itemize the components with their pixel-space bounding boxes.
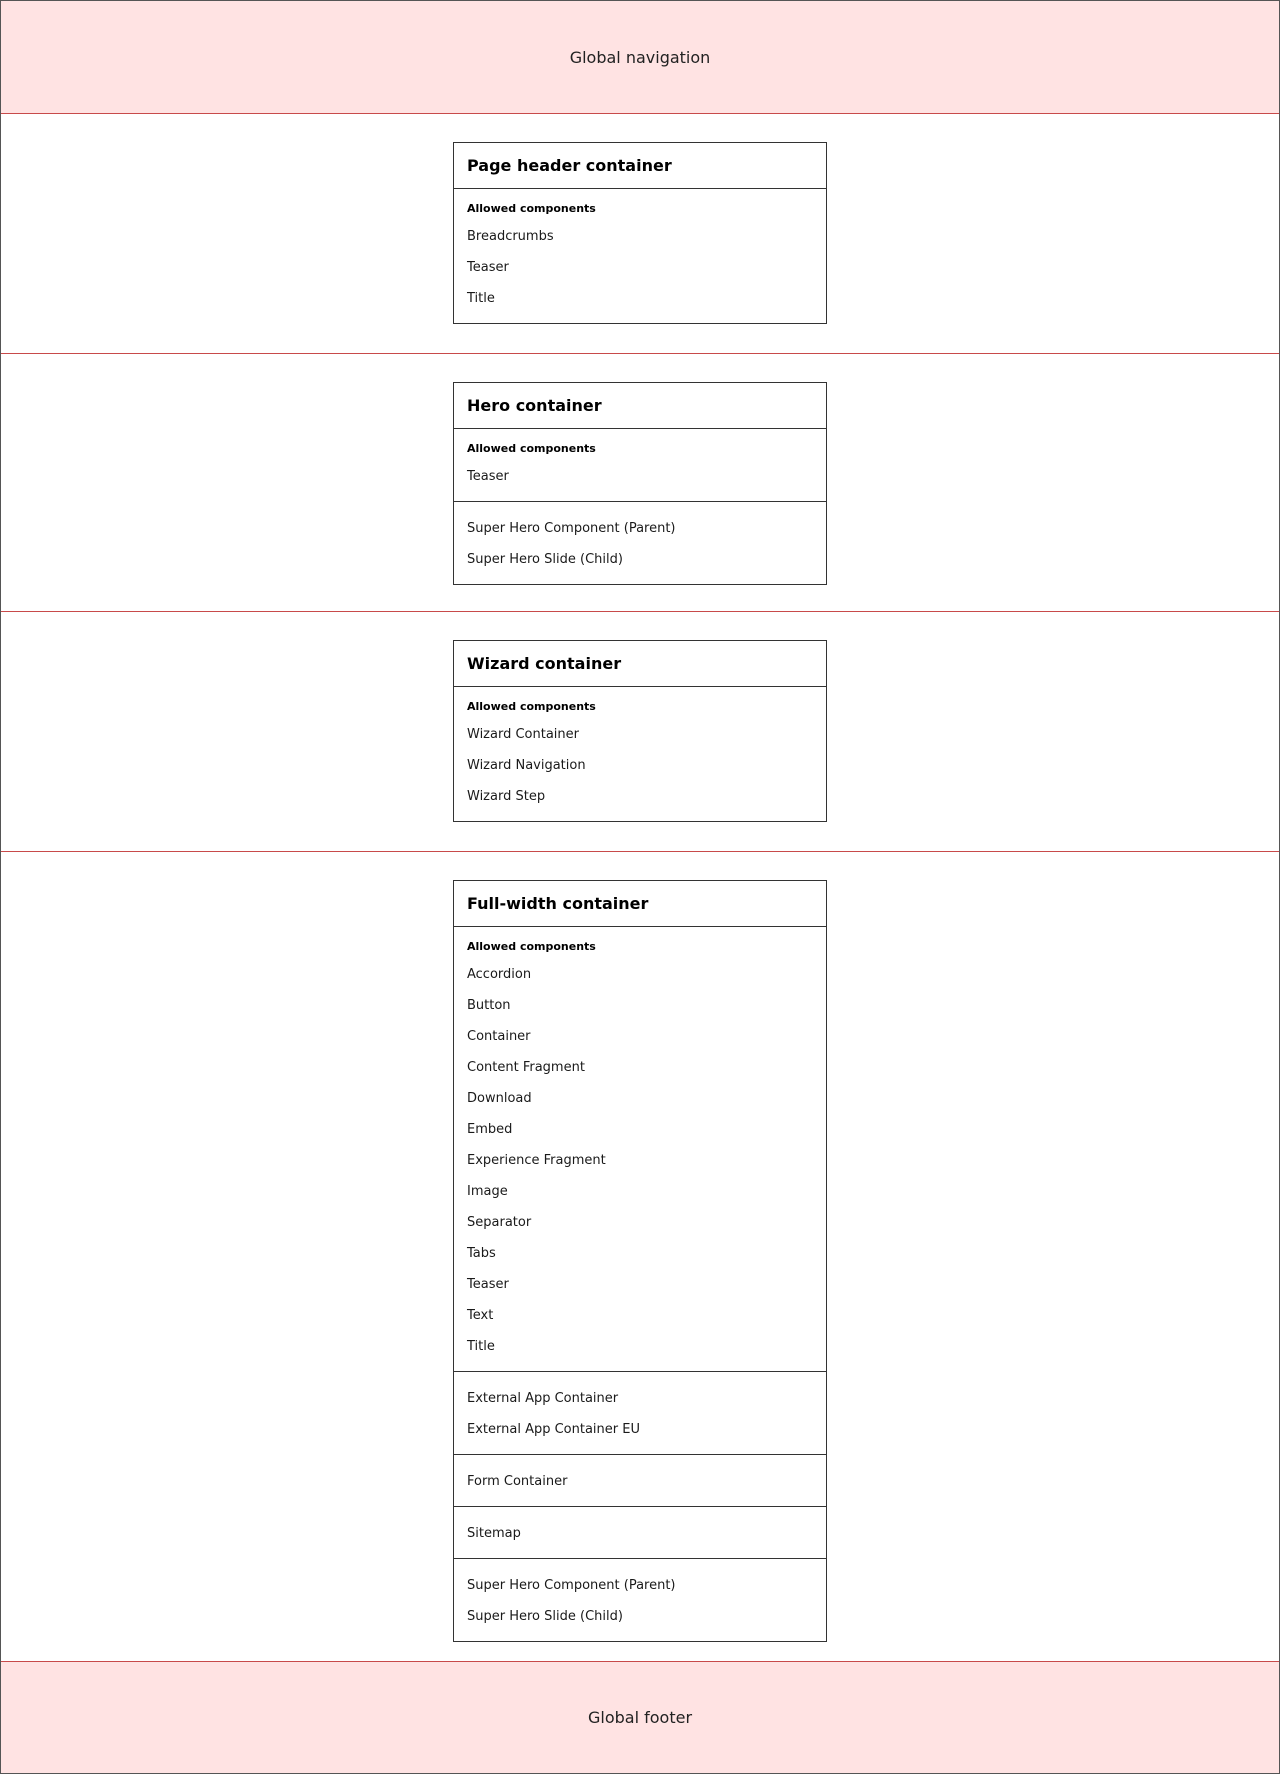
component-item: Image xyxy=(467,1184,508,1199)
component-item: Teaser xyxy=(467,260,509,275)
global-navigation-label: Global navigation xyxy=(569,47,711,67)
component-item: External App Container xyxy=(467,1391,619,1406)
component-item: Tabs xyxy=(467,1246,496,1261)
component-item: Super Hero Slide (Child) xyxy=(467,1609,623,1624)
component-item: Form Container xyxy=(467,1474,568,1489)
allowed-components-group xyxy=(454,189,826,323)
component-item: External App Container EU xyxy=(467,1422,640,1437)
component-group xyxy=(454,502,826,584)
card-title: Wizard container xyxy=(454,641,826,687)
page-header-container-card xyxy=(453,142,827,324)
full-width-container-card xyxy=(453,880,827,1642)
component-item: Wizard Step xyxy=(467,789,546,804)
component-item: Experience Fragment xyxy=(467,1153,606,1168)
component-group xyxy=(454,1455,826,1507)
allowed-components-heading: Allowed components xyxy=(467,202,596,215)
component-item: Text xyxy=(467,1308,494,1323)
component-item: Super Hero Component (Parent) xyxy=(467,1578,676,1593)
allowed-components-group xyxy=(454,429,826,502)
component-item: Wizard Navigation xyxy=(467,758,586,773)
component-group xyxy=(454,1507,826,1559)
component-item: Content Fragment xyxy=(467,1060,585,1075)
wizard-section xyxy=(1,612,1279,852)
component-item: Container xyxy=(467,1029,531,1044)
global-navigation-band xyxy=(1,1,1279,114)
allowed-components-group xyxy=(454,687,826,821)
component-item: Teaser xyxy=(467,469,509,484)
component-item: Download xyxy=(467,1091,532,1106)
component-item: Wizard Container xyxy=(467,727,579,742)
component-item: Embed xyxy=(467,1122,513,1137)
global-footer-label: Global footer xyxy=(587,1708,693,1727)
component-group xyxy=(454,1372,826,1455)
component-item: Sitemap xyxy=(467,1526,521,1541)
card-title: Hero container xyxy=(454,383,826,429)
allowed-components-heading: Allowed components xyxy=(467,700,596,713)
component-item: Teaser xyxy=(467,1277,509,1292)
component-item: Super Hero Slide (Child) xyxy=(467,552,623,567)
hero-container-card xyxy=(453,382,827,585)
card-title: Page header container xyxy=(454,143,826,189)
allowed-components-heading: Allowed components xyxy=(467,442,596,455)
component-item: Breadcrumbs xyxy=(467,229,554,244)
component-item: Separator xyxy=(467,1215,532,1230)
component-item: Super Hero Component (Parent) xyxy=(467,521,676,536)
allowed-components-heading: Allowed components xyxy=(467,940,596,953)
page-header-section xyxy=(1,114,1279,354)
allowed-components-group xyxy=(454,927,826,1372)
component-item: Title xyxy=(467,1339,495,1354)
wizard-container-card xyxy=(453,640,827,822)
component-group xyxy=(454,1559,826,1641)
full-width-section xyxy=(1,852,1279,1661)
component-item: Accordion xyxy=(467,967,532,982)
card-title: Full-width container xyxy=(454,881,826,927)
global-footer-band xyxy=(1,1661,1279,1773)
component-item: Title xyxy=(467,291,495,306)
hero-section xyxy=(1,354,1279,612)
component-item: Button xyxy=(467,998,511,1013)
